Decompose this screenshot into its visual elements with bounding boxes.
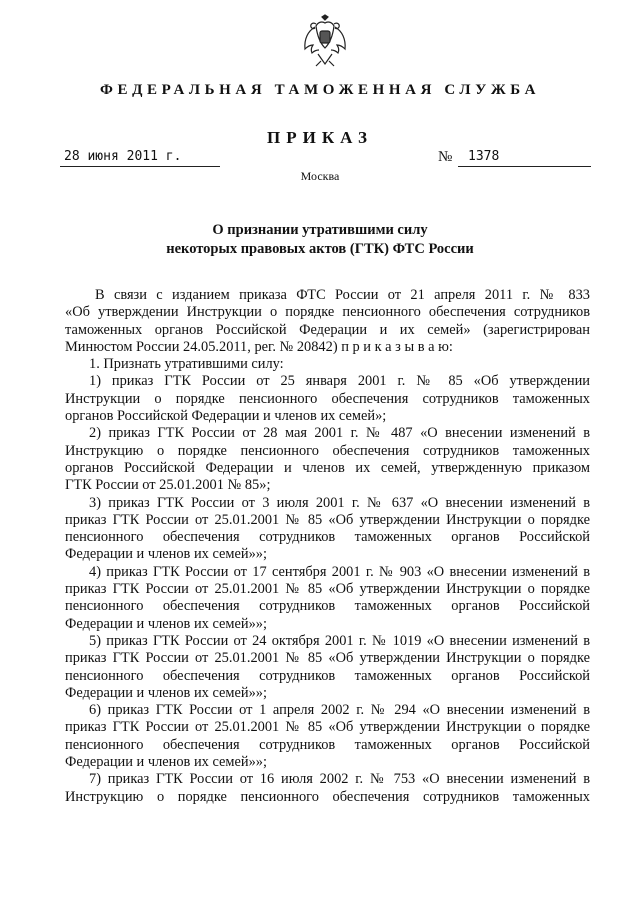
body-line: В связи с изданием приказа ФТС России от 21 апреля 2011 г. № 833: [95, 287, 590, 303]
body-line: Федерации и членов их семей»»;: [65, 754, 267, 771]
body-line: 1) приказ ГТК России от 25 января 2001 г. № 85 «Об утверждении: [89, 373, 590, 390]
body-line: таможенных органов Российской Федерации и их семей» (зарегистрирован: [65, 321, 590, 338]
agency-name: ФЕДЕРАЛЬНАЯ ТАМОЖЕННАЯ СЛУЖБА: [99, 82, 541, 98]
body-line: 1. Признать утратившими силу:: [89, 356, 284, 373]
body-line: органов Российской Федерации и членов их семей»;: [65, 408, 387, 425]
body-line: органов Российской Федерации и членов их семей, утвержденную приказом: [65, 459, 590, 476]
body-line: 7) приказ ГТК России от 16 июля 2002 г. № 753 «О внесении изменений в: [89, 771, 590, 788]
body-line: приказ ГТК России от 25.01.2001 № 85 «Об утверждении Инструкции о порядке: [65, 650, 590, 667]
body-line: пенсионного обеспечения сотрудников таможенных органов Российской: [65, 736, 590, 753]
body-line: Инструкцию о порядке пенсионного обеспечения сотрудников таможенных: [65, 788, 590, 805]
body-line: приказ ГТК России от 25.01.2001 № 85 «Об утверждении Инструкции о порядке: [65, 581, 590, 598]
body-line: Федерации и членов их семей»»;: [65, 684, 267, 701]
body-line: 4) приказ ГТК России от 17 сентября 2001 г. № 903 «О внесении изменений в: [89, 563, 590, 580]
body-line: 2) приказ ГТК России от 28 мая 2001 г. № 487 «О внесении изменений в: [89, 425, 590, 442]
body-line: «Об утверждении Инструкции о порядке пенсионного обеспечения сотрудников: [65, 304, 590, 321]
document-type: ПРИКАЗ: [267, 128, 373, 147]
heading-line-2: некоторых правовых актов (ГТК) ФТС России: [166, 241, 474, 257]
order-date: 28 июня 2011 г.: [60, 148, 220, 167]
coat-of-arms-icon: [302, 14, 348, 70]
document-heading: [0, 221, 640, 259]
body-line: 3) приказ ГТК России от 3 июля 2001 г. № 637 «О внесении изменений в: [89, 494, 590, 511]
number-sign: №: [438, 149, 453, 165]
city: Москва: [300, 169, 340, 183]
body-line: 5) приказ ГТК России от 24 октября 2001 г. № 1019 «О внесении изменений в: [89, 632, 590, 649]
body-line: Федерации и членов их семей»»;: [65, 546, 267, 563]
order-number: 1378: [458, 148, 591, 167]
body-line: Минюстом России 24.05.2011, рег. № 20842) п р и к а з ы в а ю:: [65, 338, 453, 355]
body-line: Федерации и членов их семей»»;: [65, 615, 267, 632]
body-line: Инструкцию о порядке пенсионного обеспечения сотрудников таможенных: [65, 442, 590, 459]
document-body: [65, 287, 590, 806]
body-line: ГТК России от 25.01.2001 № 85»;: [65, 477, 271, 494]
body-line: пенсионного обеспечения сотрудников таможенных органов Российской: [65, 529, 590, 546]
body-line: пенсионного обеспечения сотрудников таможенных органов Российской: [65, 667, 590, 684]
heading-line-1: О признании утратившими силу: [212, 222, 428, 238]
body-line: пенсионного обеспечения сотрудников таможенных органов Российской: [65, 598, 590, 615]
body-line: Инструкции о порядке пенсионного обеспечения сотрудников таможенных: [65, 390, 590, 407]
body-line: приказ ГТК России от 25.01.2001 № 85 «Об утверждении Инструкции о порядке: [65, 719, 590, 736]
body-line: приказ ГТК России от 25.01.2001 № 85 «Об утверждении Инструкции о порядке: [65, 511, 590, 528]
body-line: 6) приказ ГТК России от 1 апреля 2002 г. № 294 «О внесении изменений в: [89, 702, 590, 719]
